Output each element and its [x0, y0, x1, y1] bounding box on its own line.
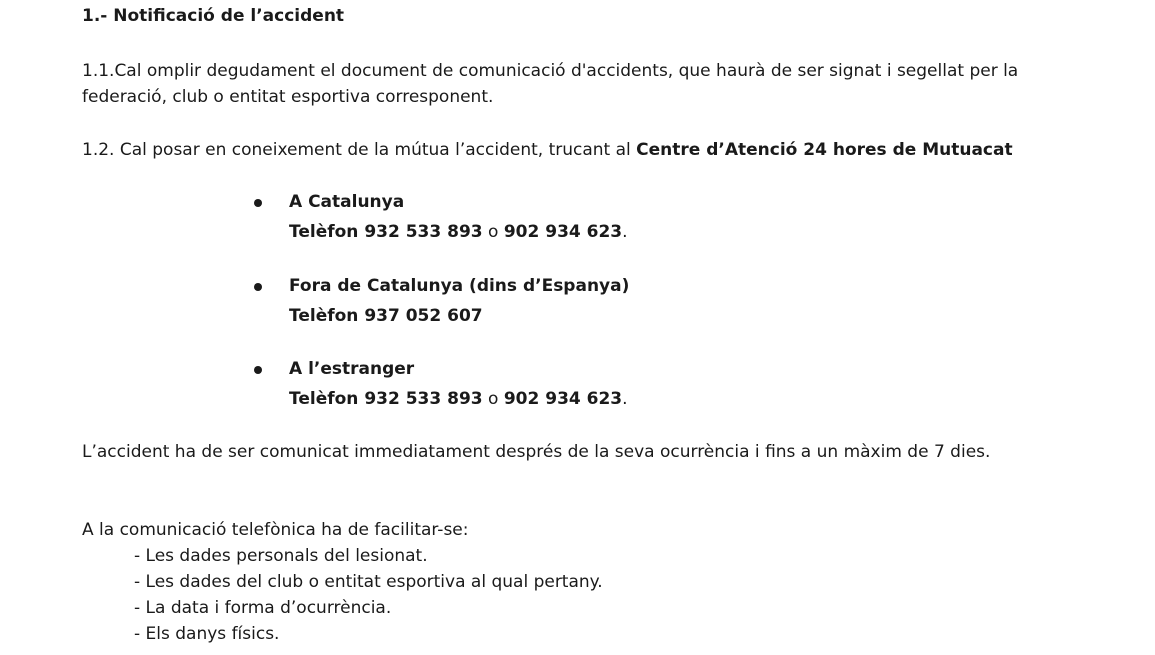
info-intro: A la comunicació telefònica ha de facilitar-se: — [82, 520, 469, 540]
phone-suffix: . — [622, 389, 628, 409]
list-item: - La data i forma d’ocurrència. — [134, 598, 392, 618]
bullet-phone — [289, 301, 629, 331]
phone-number: Telèfon 937 052 607 — [289, 306, 483, 326]
list-item: - Les dades personals del lesionat. — [134, 546, 428, 566]
phone-number: Telèfon 932 533 893 — [289, 389, 483, 409]
list-item: - Les dades del club o entitat esportiva al qual pertany. — [134, 572, 603, 592]
bullet-title: Fora de Catalunya (dins d’Espanya) — [289, 276, 630, 296]
bullet-fora-catalunya — [254, 271, 629, 331]
support-centre-name: Centre d’Atenció 24 hores de Mutuacat — [636, 140, 1013, 160]
phone-suffix: . — [622, 222, 628, 242]
phone-number-alt: 902 934 623 — [503, 389, 623, 409]
bullet-phone — [289, 217, 628, 247]
bullet-dot-icon — [254, 199, 262, 207]
bullet-phone — [289, 384, 628, 414]
section-heading: 1.- Notificació de l’accident — [82, 6, 345, 26]
info-list — [134, 543, 603, 647]
phone-number-alt: 902 934 623 — [503, 222, 623, 242]
notice-paragraph: L’accident ha de ser comunicat immediatament després de la seva ocurrència i fins a un màxim de 7 dies. — [82, 442, 991, 462]
list-item: - Els danys físics. — [134, 624, 280, 644]
bullet-dot-icon — [254, 283, 262, 291]
paragraph-1-1: 1.1.Cal omplir degudament el document de comunicació d'accidents, que haurà de ser signat i segellat per la federació, club o entitat esportiva corresponent. — [82, 61, 1019, 107]
bullet-catalunya — [254, 187, 628, 247]
bullet-title: A Catalunya — [289, 192, 405, 212]
paragraph-1-2 — [82, 137, 1013, 163]
phone-connector: o — [482, 389, 504, 409]
paragraph-1-2-text: 1.2. Cal posar en coneixement de la mútua l’accident, trucant al — [82, 140, 637, 160]
phone-connector: o — [482, 222, 504, 242]
phone-number: Telèfon 932 533 893 — [289, 222, 483, 242]
bullet-dot-icon — [254, 366, 262, 374]
bullet-title: A l’estranger — [289, 359, 415, 379]
bullet-estranger — [254, 354, 628, 414]
